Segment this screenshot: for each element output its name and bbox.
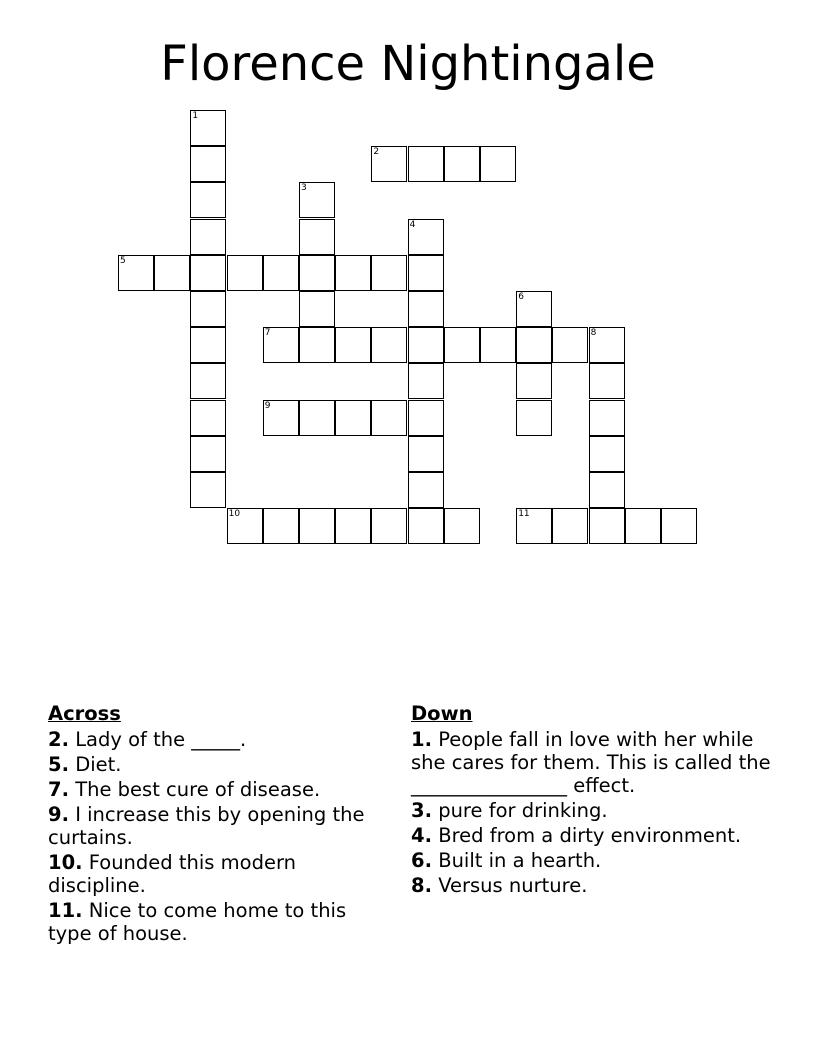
- grid-cell[interactable]: [371, 400, 407, 436]
- page-title: Florence Nightingale: [160, 36, 656, 92]
- clue-number: 10.: [48, 851, 83, 874]
- grid-cell[interactable]: [263, 508, 299, 544]
- grid-cell[interactable]: [190, 146, 226, 182]
- clue-text: Versus nurture.: [438, 874, 588, 897]
- grid-cell[interactable]: [190, 219, 226, 255]
- grid-cell[interactable]: [589, 363, 625, 399]
- grid-cell[interactable]: [263, 327, 299, 363]
- grid-cell[interactable]: [444, 327, 480, 363]
- grid-cell[interactable]: [371, 327, 407, 363]
- grid-cell[interactable]: [516, 508, 552, 544]
- grid-cell[interactable]: [263, 255, 299, 291]
- clue-across-9: [48, 803, 388, 849]
- grid-cell[interactable]: [263, 400, 299, 436]
- grid-cell[interactable]: [299, 400, 335, 436]
- grid-cell[interactable]: [299, 508, 335, 544]
- cell-number: 1: [192, 111, 199, 121]
- grid-cell[interactable]: [335, 508, 371, 544]
- grid-cell[interactable]: [190, 255, 226, 291]
- grid-cell[interactable]: [408, 327, 444, 363]
- clue-number: 3.: [411, 799, 432, 822]
- grid-cell[interactable]: [552, 508, 588, 544]
- grid-cell[interactable]: [552, 327, 588, 363]
- clue-down-6: [411, 849, 771, 872]
- grid-cell[interactable]: [516, 291, 552, 327]
- clue-text: Built in a hearth.: [438, 849, 602, 872]
- cell-number: 9: [264, 400, 271, 411]
- grid-cell[interactable]: [227, 255, 263, 291]
- grid-cell[interactable]: [190, 182, 226, 218]
- clue-down-8: [411, 874, 771, 897]
- grid-cell[interactable]: [480, 327, 516, 363]
- grid-cell[interactable]: [190, 436, 226, 472]
- grid-cell[interactable]: [516, 327, 552, 363]
- clue-number: 9.: [48, 803, 69, 826]
- grid-cell[interactable]: [589, 472, 625, 508]
- grid-cell[interactable]: [589, 400, 625, 436]
- grid-cell[interactable]: [408, 508, 444, 544]
- grid-cell[interactable]: [661, 508, 697, 544]
- cell-number: 8: [590, 328, 597, 339]
- clue-number: 6.: [411, 849, 432, 872]
- clue-text: Lady of the _____.: [75, 728, 247, 751]
- cell-number: 5: [120, 255, 126, 266]
- down-clues: [411, 702, 771, 899]
- grid-cell[interactable]: [118, 255, 154, 291]
- grid-cell[interactable]: [408, 363, 444, 399]
- clue-number: 2.: [48, 728, 69, 751]
- grid-cell[interactable]: [371, 508, 407, 544]
- clue-number: 7.: [48, 778, 69, 801]
- grid-cell[interactable]: [444, 146, 480, 182]
- cell-number: 2: [373, 147, 380, 158]
- cell-number: 3: [301, 183, 307, 194]
- grid-cell[interactable]: [408, 146, 444, 182]
- grid-cell[interactable]: [335, 327, 371, 363]
- grid-cell[interactable]: [480, 146, 516, 182]
- grid-cell[interactable]: [589, 436, 625, 472]
- clue-across-11: [48, 899, 388, 945]
- grid-cell[interactable]: [299, 255, 335, 291]
- grid-cell[interactable]: [190, 472, 226, 508]
- grid-cell[interactable]: [299, 219, 335, 255]
- cell-number: 10: [228, 509, 241, 520]
- grid-cell[interactable]: [190, 363, 226, 399]
- clue-text: Diet.: [75, 753, 122, 776]
- down-heading: Down: [411, 702, 473, 725]
- grid-cell[interactable]: [516, 400, 552, 436]
- grid-cell[interactable]: [299, 182, 335, 218]
- grid-cell[interactable]: [190, 110, 226, 146]
- grid-cell[interactable]: [589, 327, 625, 363]
- clue-across-5: [48, 753, 388, 776]
- clue-number: 5.: [48, 753, 69, 776]
- clue-number: 8.: [411, 874, 432, 897]
- grid-cell[interactable]: [227, 508, 263, 544]
- across-clues: [48, 702, 388, 947]
- grid-cell[interactable]: [299, 291, 335, 327]
- clue-text: I increase this by opening the curtains.: [48, 803, 365, 849]
- cell-number: 11: [518, 509, 530, 520]
- clue-number: 4.: [411, 824, 432, 847]
- clue-down-4: [411, 824, 771, 847]
- grid-cell[interactable]: [335, 400, 371, 436]
- cell-number: 4: [409, 219, 416, 230]
- grid-cell[interactable]: [371, 146, 407, 182]
- grid-cell[interactable]: [408, 472, 444, 508]
- cell-number: 6: [518, 292, 524, 302]
- grid-cell[interactable]: [408, 400, 444, 436]
- grid-cell[interactable]: [408, 219, 444, 255]
- clue-text: Founded this modern discipline.: [48, 851, 296, 897]
- grid-cell[interactable]: [190, 400, 226, 436]
- clue-text: pure for drinking.: [438, 799, 608, 822]
- grid-cell[interactable]: [625, 508, 661, 544]
- grid-cell[interactable]: [190, 291, 226, 327]
- grid-cell[interactable]: [154, 255, 190, 291]
- grid-cell[interactable]: [408, 436, 444, 472]
- clue-across-2: [48, 728, 388, 751]
- clue-number: 11.: [48, 899, 83, 922]
- clue-number: 1.: [411, 728, 432, 751]
- cell-number: 7: [264, 328, 271, 339]
- grid-cell[interactable]: [516, 363, 552, 399]
- clue-text: Bred from a dirty environment.: [438, 824, 742, 847]
- grid-cell[interactable]: [335, 255, 371, 291]
- grid-cell[interactable]: [371, 255, 407, 291]
- clue-down-1: [411, 728, 771, 797]
- grid-cell[interactable]: [408, 255, 444, 291]
- grid-cell[interactable]: [190, 327, 226, 363]
- grid-cell[interactable]: [444, 508, 480, 544]
- clue-down-3: [411, 799, 771, 822]
- clue-text: People fall in love with her while she cares for them. This is called the ________________ effect.: [411, 728, 771, 797]
- clue-across-10: [48, 851, 388, 897]
- clue-text: Nice to come home to this type of house.: [48, 899, 347, 945]
- grid-cell[interactable]: [408, 291, 444, 327]
- grid-cell[interactable]: [299, 327, 335, 363]
- clue-across-7: [48, 778, 388, 801]
- clue-text: The best cure of disease.: [75, 778, 321, 801]
- grid-cell[interactable]: [589, 508, 625, 544]
- across-heading: Across: [48, 702, 121, 725]
